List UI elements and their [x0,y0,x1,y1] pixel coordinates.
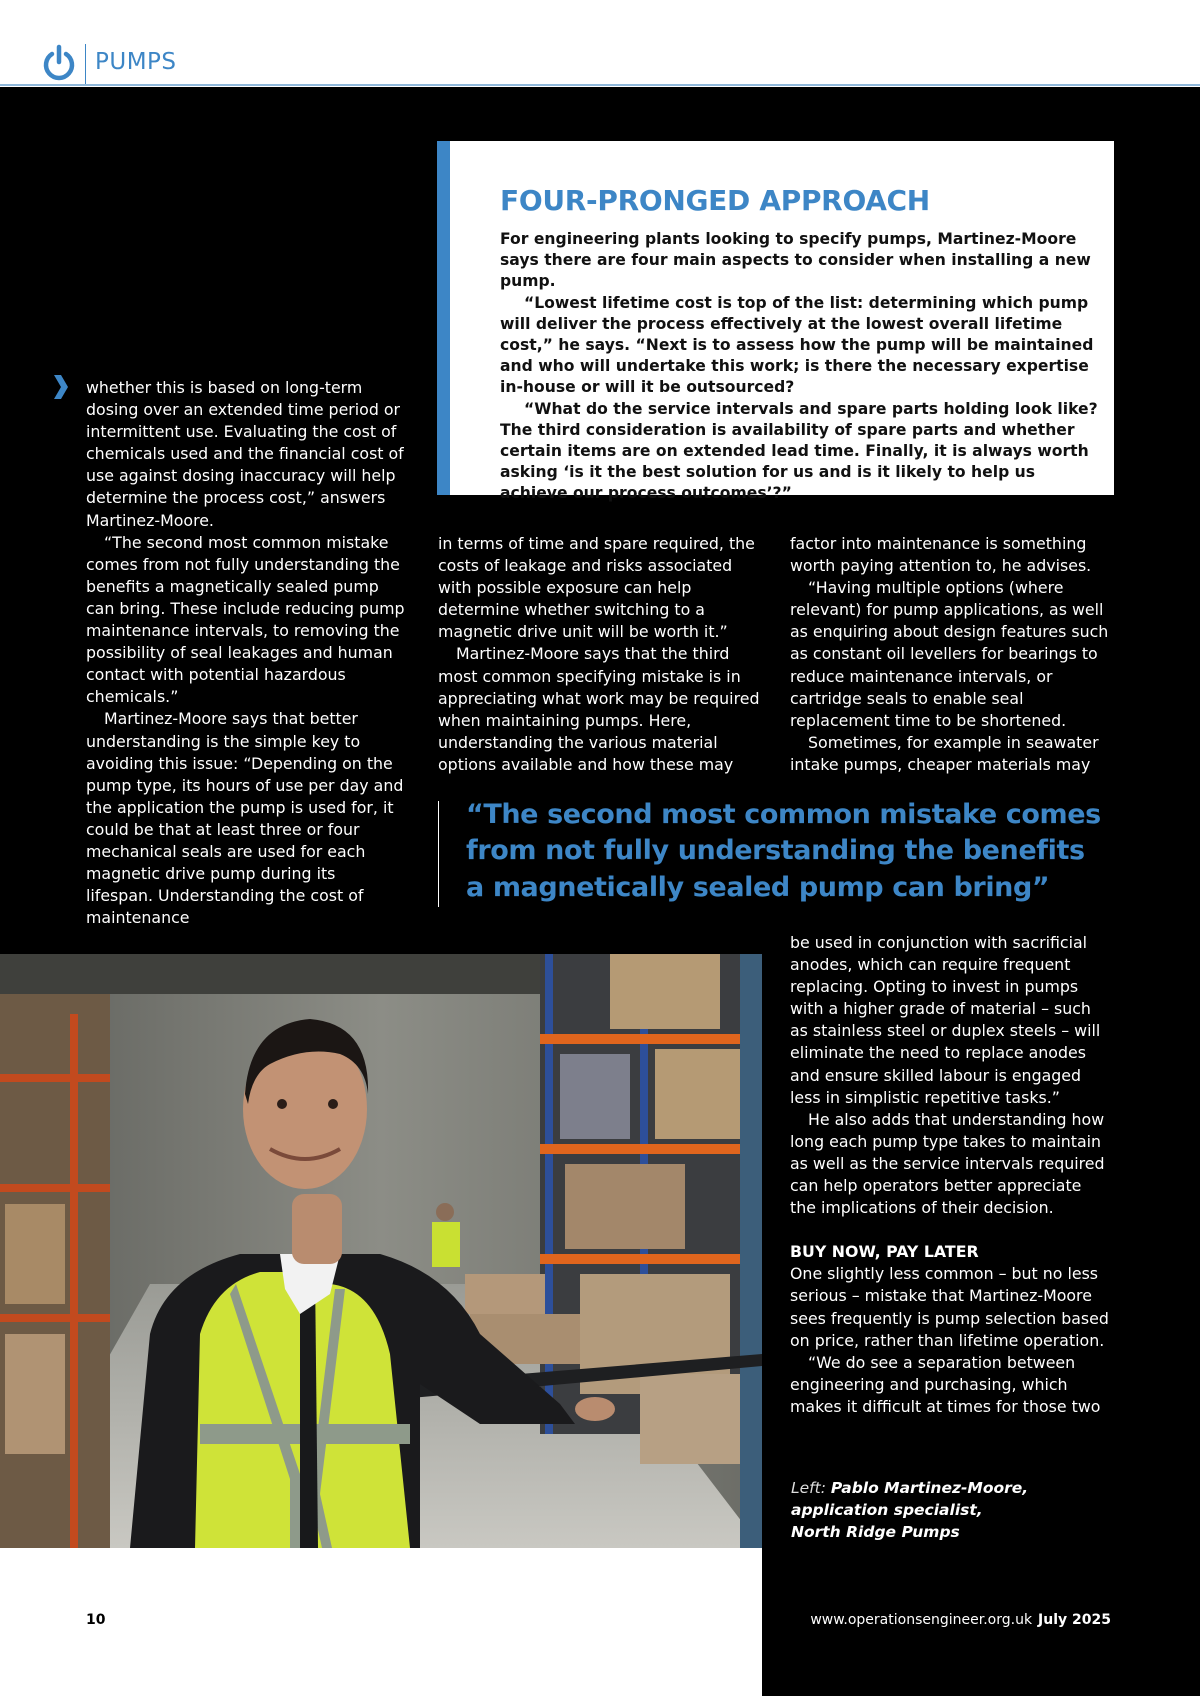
body-paragraph: whether this is based on long-term dosing over an extended time period or intermittent use. Evaluating the cost of chemicals used and the financial cost of use against dosing inaccuracy will help determine the process cost,” answers Martinez-Moore. [86,378,404,530]
pull-quote: “The second most common mistake comes from not fully understanding the benefits a magnetically sealed pump can bring” [466,799,1101,903]
caption-company: North Ridge Pumps [791,1523,960,1541]
header-divider [85,44,86,84]
warehouse-photo-illustration [0,954,762,1548]
sidebar-box-title: FOUR-PRONGED APPROACH [500,184,930,217]
section-subheading: BUY NOW, PAY LATER [790,1242,979,1262]
caption-name: Pablo Martinez-Moore, [830,1479,1029,1497]
section-label: PUMPS [95,49,177,75]
article-column-2 [438,533,768,776]
body-paragraph: factor into maintenance is something worth paying attention to, he advises. [790,534,1092,576]
body-paragraph: Martinez-Moore says that better understanding is the simple key to avoiding this issue: “Depending on the pump type, its hours of use per day and the application the pump is used for, it could be that at least three or four mechanical seals are used for each magnetic drive pump during its lifespan. Understanding the cost of maintenance [86,709,404,928]
body-paragraph: be used in conjunction with sacrificial anodes, which can require frequent replacing. Opting to invest in pumps with a higher grade of material – such as stainless steel or duplex steels – will eliminate the need to replace anodes and ensure skilled labour is engaged less in simplistic repetitive tasks.” [790,933,1101,1107]
body-paragraph: “The second most common mistake comes from not fully understanding the benefits a magnetically sealed pump can bring. These include reducing pump maintenance intervals, to removing the possibility of seal leakages and human contact with potential hazardous chemicals.” [86,532,405,707]
body-paragraph: Sometimes, for example in seawater intake pumps, cheaper materials may [790,732,1099,774]
sidebar-paragraph: “Lowest lifetime cost is top of the list: determining which pump will deliver the process effectively at the lowest overall lifetime cost,” he says. “Next is to assess how the pump will be maintained and who will undertake this work; is there the necessary expertise in-house or will it be outsourced? [500,293,1094,397]
sidebar-box-body [500,229,1100,505]
sidebar-box [437,141,1114,503]
body-paragraph: in terms of time and spare required, the costs of leakage and risks associated with possible exposure can help determine whether switching to a magnetic drive unit will be worth it.” [438,534,755,642]
article-photo [0,954,762,1548]
issue-date: July 2025 [1038,1612,1111,1628]
caption-role: application specialist, [791,1501,983,1519]
article-column-4 [790,932,1112,1418]
chevron-right-icon [52,374,68,400]
footer-info [810,1612,1111,1628]
body-paragraph: One slightly less common – but no less serious – mistake that Martinez-Moore sees frequently is pump selection based on price, rather than lifetime operation. [790,1264,1109,1350]
body-paragraph: He also adds that understanding how long each pump type takes to maintain as well as the service intervals required can help operators better appreciate the implications of their decision. [790,1109,1105,1218]
article-column-3 [790,533,1112,776]
power-icon [42,44,76,82]
pull-quote-rule [438,801,439,907]
page-header [0,0,1200,86]
sidebar-paragraph: For engineering plants looking to specify pumps, Martinez-Moore says there are four main aspects to consider when installing a new pump. [500,230,1091,291]
body-paragraph: “We do see a separation between engineering and purchasing, which makes it difficult at times for those two [790,1352,1101,1416]
body-paragraph: Martinez-Moore says that the third most common specifying mistake is in appreciating what work may be required when maintaining pumps. Here, understanding the various material options available and how these may [438,644,760,774]
body-paragraph: “Having multiple options (where relevant) for pump applications, as well as enquiring about design features such as constant oil levellers for bearings to reduce maintenance intervals, or cartridge seals to enable seal replacement time to be shortened. [790,578,1109,730]
website-link[interactable]: www.operationsengineer.org.uk [810,1612,1033,1628]
page-number: 10 [86,1612,106,1628]
sidebar-paragraph: “What do the service intervals and spare parts holding look like? The third consideration is availability of spare parts and whether certain items are on extended lead time. Finally, it is always worth asking ‘is it the best solution for us and is it likely to help us achieve our process outcomes’?” [500,399,1098,503]
caption-label: Left: [791,1479,826,1497]
article-column-1 [86,377,406,929]
photo-caption [791,1477,1091,1543]
